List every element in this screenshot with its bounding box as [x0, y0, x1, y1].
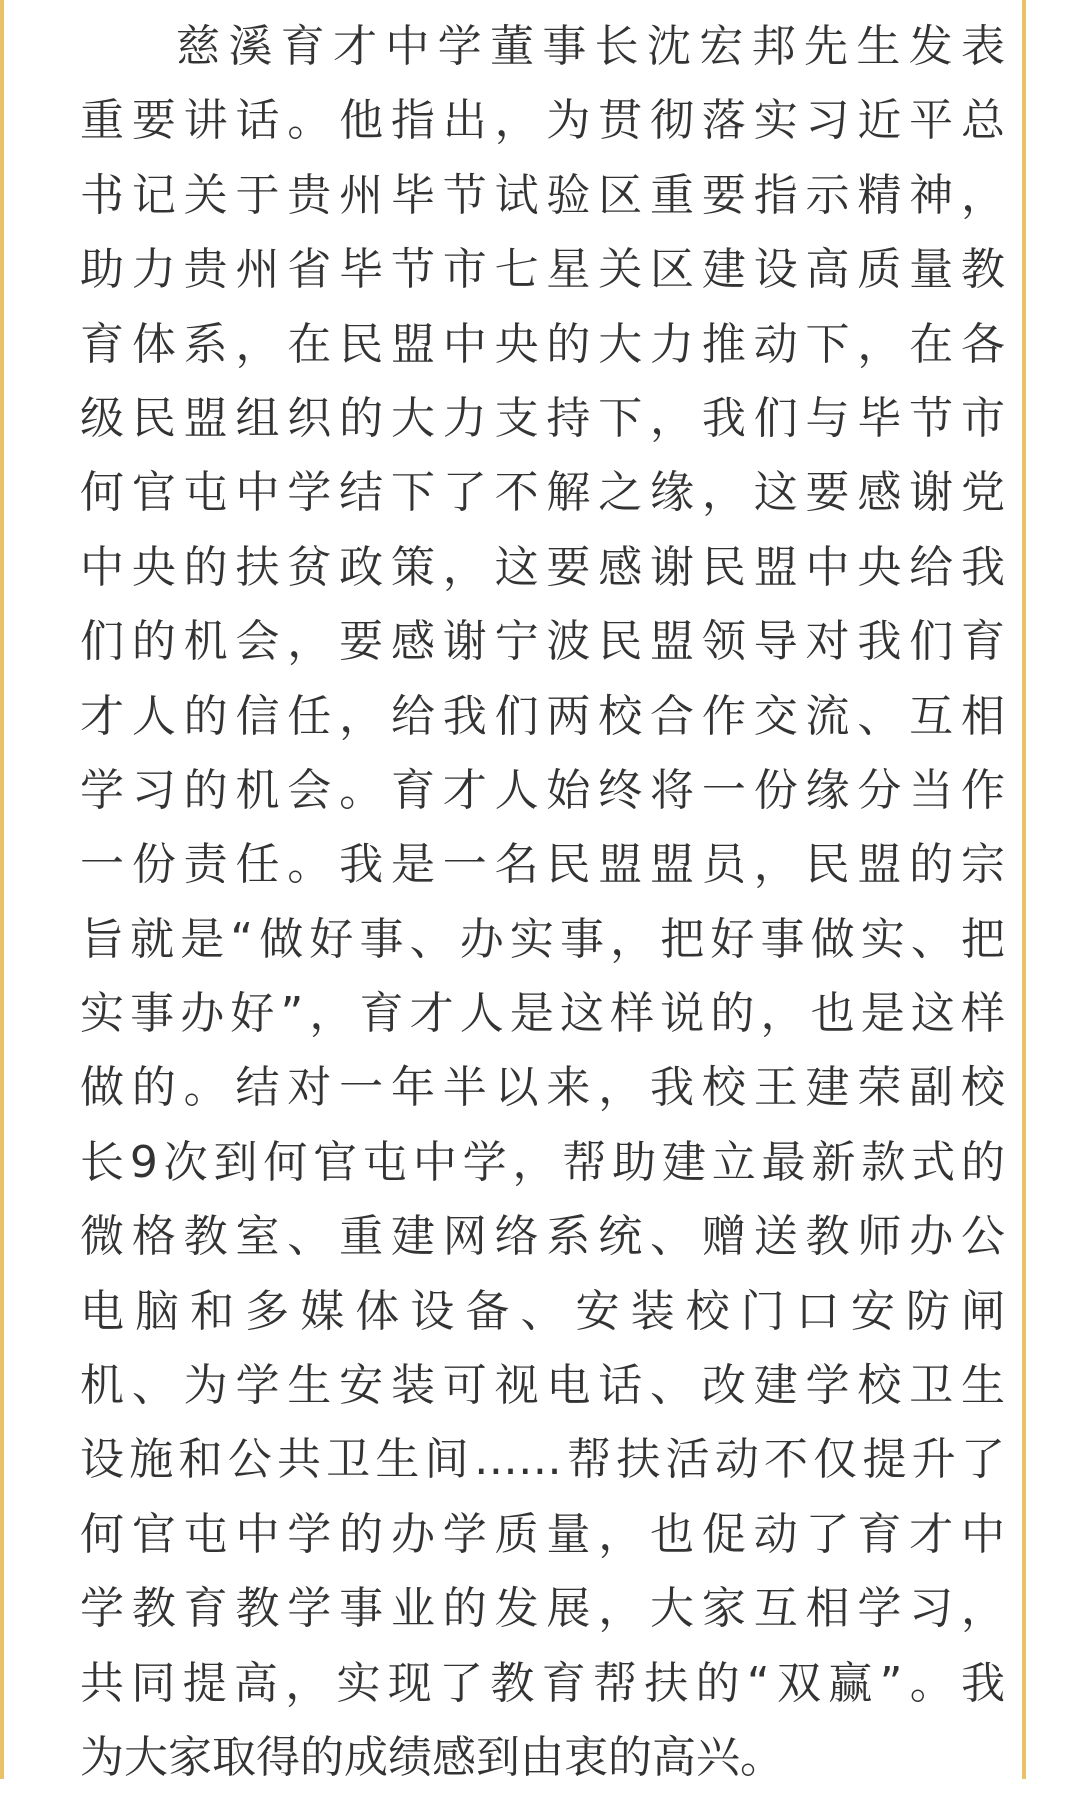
- paragraph-line: 何官屯中学结下了不解之缘，这要感谢党: [80, 467, 1005, 519]
- paragraph-line: 助力贵州省毕节市七星关区建设高质量教: [80, 244, 1005, 296]
- paragraph-line: 长9次到何官屯中学，帮助建立最新款式的: [80, 1136, 1005, 1188]
- paragraph-line: 学习的机会。育才人始终将一份缘分当作: [80, 764, 1005, 816]
- paragraph-line: 级民盟组织的大力支持下，我们与毕节市: [80, 392, 1005, 444]
- paragraph-line: 何官屯中学的办学质量，也促动了育才中: [80, 1508, 1005, 1560]
- paragraph-line: 育体系，在民盟中央的大力推动下，在各: [80, 318, 1005, 370]
- paragraph-line: 电脑和多媒体设备、安装校门口安防闸: [80, 1285, 1005, 1337]
- paragraph-line: 慈溪育才中学董事长沈宏邦先生发表: [176, 21, 1005, 72]
- paragraph-line: 旨就是“做好事、办实事，把好事做实、把: [80, 913, 1005, 965]
- left-border-line: [0, 0, 4, 1779]
- paragraph-line: 设施和公共卫生间……帮扶活动不仅提升了: [80, 1434, 1005, 1486]
- paragraph-line: 重要讲话。他指出，为贯彻落实习近平总: [80, 95, 1005, 147]
- paragraph-line: 一份责任。我是一名民盟盟员，民盟的宗: [80, 839, 1005, 891]
- paragraph-line: 中央的扶贫政策，这要感谢民盟中央给我: [80, 541, 1005, 593]
- paragraph-line: 为大家取得的成绩感到由衷的高兴。: [80, 1731, 784, 1783]
- article-paragraph: [80, 10, 1005, 1795]
- paragraph-line: 们的机会，要感谢宁波民盟领导对我们育: [80, 616, 1005, 668]
- paragraph-line: 书记关于贵州毕节试验区重要指示精神，: [80, 169, 1005, 221]
- paragraph-line: 实事办好”，育才人是这样说的，也是这样: [80, 988, 1005, 1040]
- paragraph-line: 共同提高，实现了教育帮扶的“双赢”。我: [80, 1657, 1005, 1709]
- paragraph-line: 学教育教学事业的发展，大家互相学习，: [80, 1583, 1005, 1635]
- right-border-line: [1022, 0, 1026, 1779]
- paragraph-line: 机、为学生安装可视电话、改建学校卫生: [80, 1360, 1005, 1412]
- paragraph-line: 做的。结对一年半以来，我校王建荣副校: [80, 1062, 1005, 1114]
- paragraph-line: 微格教室、重建网络系统、赠送教师办公: [80, 1211, 1005, 1263]
- paragraph-line: 才人的信任，给我们两校合作交流、互相: [80, 690, 1005, 742]
